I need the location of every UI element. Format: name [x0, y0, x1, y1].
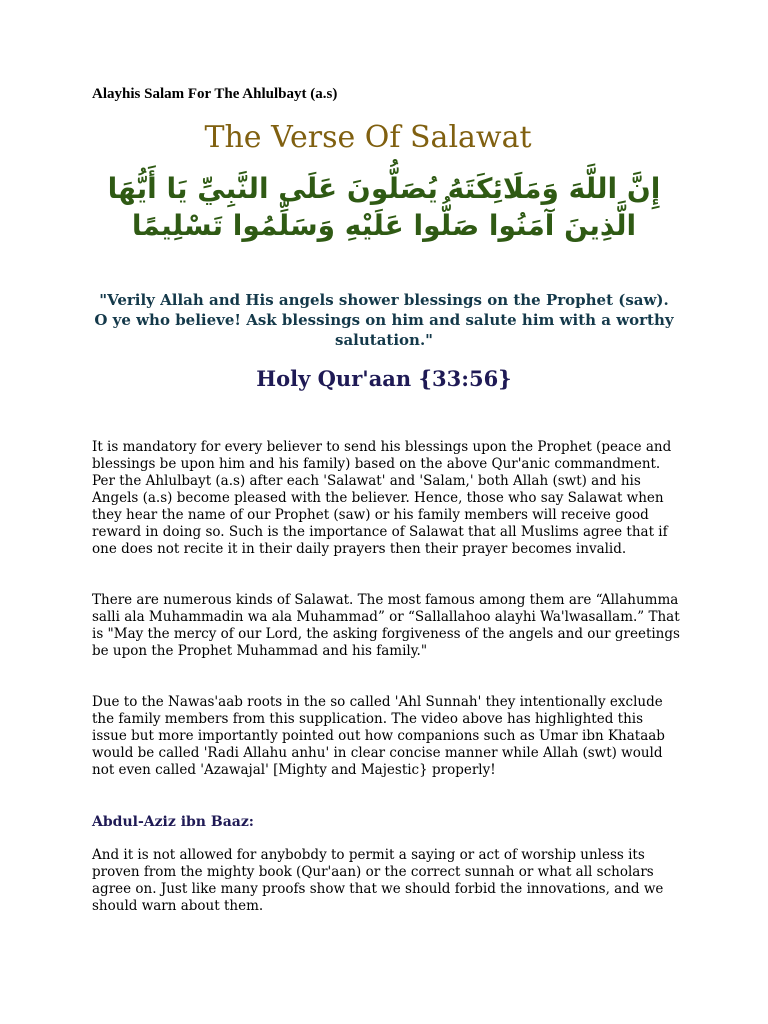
page-title: The Verse Of Salawat: [204, 120, 532, 155]
closing-paragraph: And it is not allowed for anybobdy to permit a saying or act of worship unless its proven from the mighty book (Qur'aan) or the correct sunnah or what all scholars agree on. Just like many proofs show that we should forbid the innovations, and we should warn about them.: [92, 847, 664, 914]
body-paragraph-2: There are numerous kinds of Salawat. The most famous among them are “Allahumma salli ala Muhammadin wa ala Muhammad” or “Sallallahoo alayhi Wa'lwasallam.” That is "May the mercy of our Lord, the asking forgiveness of the angels and our greetings be upon the Prophet Muhammad and his family.": [92, 592, 680, 659]
body-paragraph-1: It is mandatory for every believer to send his blessings upon the Prophet (peace and blessings be upon him and his family) based on the above Qur'anic commandment. Per the Ahlulbayt (a.s) after each 'Salawat' and 'Salam,' both Allah (swt) and his Angels (a.s) become pleased with the believer. Hence, those who say Salawat when they hear the name of our Prophet (saw) or his family members will receive good reward in doing so. Such is the importance of Salawat that all Muslims agree that if one does not recite it in their daily prayers then their prayer becomes invalid.: [92, 439, 672, 557]
verse-translation: "Verily Allah and His angels shower blessings on the Prophet (saw). O ye who believe! Ask blessings on him and salute him with a worthy salutation.": [94, 291, 674, 349]
header-line: Alayhis Salam For The Ahlulbayt (a.s): [92, 86, 338, 102]
verse-reference: Holy Qur'aan {33:56}: [256, 366, 512, 391]
arabic-verse: إِنَّ اللَّهَ وَمَلَائِكَتَهُ يُصَلُّونَ عَلَى النَّبِيِّ يَا أَيُّهَا الَّذِينَ آمَنُوا صَلُّوا عَلَيْهِ وَسَلِّمُوا تَسْلِيمًا: [107, 172, 661, 242]
body-paragraph-3: Due to the Nawas'aab roots in the so called 'Ahl Sunnah' they intentionally exclude the family members from this supplication. The video above has highlighted this issue but more importantly pointed out how companions such as Umar ibn Khataab would be called 'Radi Allahu anhu' in clear concise manner while Allah (swt) would not even called 'Azawajal' [Mighty and Majestic} properly!: [92, 694, 665, 778]
section-subheading: Abdul-Aziz ibn Baaz:: [92, 814, 254, 830]
